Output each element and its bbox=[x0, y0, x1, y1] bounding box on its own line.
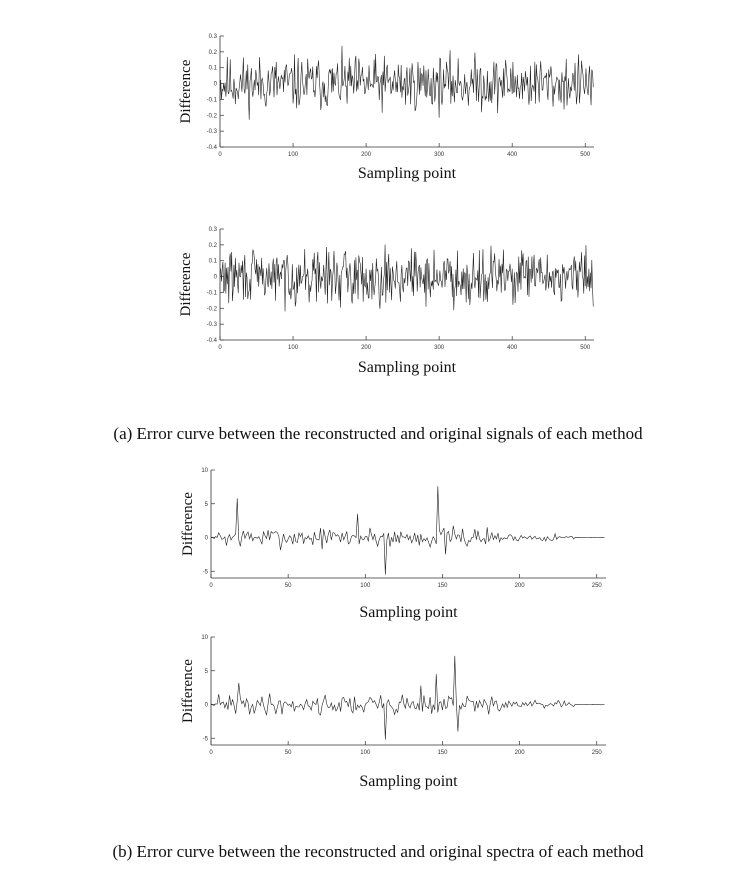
series-line bbox=[220, 244, 593, 311]
y-tick-label: 0.1 bbox=[208, 258, 217, 265]
x-tick-label: 300 bbox=[434, 345, 445, 351]
y-tick-label: -0.3 bbox=[206, 129, 217, 136]
caption-b: (b) Error curve between the reconstructed and original spectra of each method bbox=[112, 842, 644, 861]
y-axis-title: Difference bbox=[178, 59, 194, 124]
x-tick-label: 0 bbox=[218, 345, 222, 351]
x-tick-label: 150 bbox=[437, 583, 448, 589]
x-axis-title: Sampling point bbox=[359, 773, 458, 790]
caption-a: (a) Error curve between the reconstructed and original signals of each method bbox=[113, 424, 643, 443]
x-axis-title: Sampling point bbox=[357, 165, 457, 182]
y-tick-label: -5 bbox=[202, 569, 208, 576]
x-tick-label: 50 bbox=[284, 750, 292, 756]
x-tick-label: 300 bbox=[434, 152, 445, 158]
y-tick-label: 0.3 bbox=[208, 227, 217, 233]
y-tick-label: -0.4 bbox=[206, 145, 217, 151]
x-tick-label: 100 bbox=[288, 345, 299, 351]
y-tick-label: 0.3 bbox=[208, 34, 217, 40]
y-tick-label: 0 bbox=[213, 274, 217, 281]
x-tick-label: 250 bbox=[591, 583, 602, 589]
y-axis-title: Difference bbox=[180, 659, 196, 723]
x-tick-label: 0 bbox=[218, 152, 222, 158]
y-axis-title: Difference bbox=[180, 492, 196, 556]
x-axis-title: Sampling point bbox=[357, 359, 457, 376]
y-tick-label: 5 bbox=[204, 668, 208, 675]
y-tick-label: -5 bbox=[202, 736, 208, 743]
y-tick-label: 0.2 bbox=[208, 49, 217, 56]
x-tick-label: 200 bbox=[361, 345, 372, 351]
series-line bbox=[211, 656, 604, 740]
y-tick-label: 0 bbox=[213, 81, 217, 88]
x-tick-label: 500 bbox=[580, 152, 591, 158]
x-tick-label: 200 bbox=[514, 583, 525, 589]
x-tick-label: 0 bbox=[209, 750, 213, 756]
x-tick-label: 400 bbox=[507, 345, 518, 351]
y-tick-label: -0.3 bbox=[206, 322, 217, 329]
x-tick-label: 400 bbox=[507, 152, 518, 158]
y-tick-label: 5 bbox=[204, 501, 208, 508]
y-axis-title: Difference bbox=[178, 252, 194, 317]
y-tick-label: -0.2 bbox=[206, 306, 217, 313]
series-line bbox=[220, 46, 593, 120]
x-tick-label: 150 bbox=[437, 750, 448, 756]
series-line bbox=[211, 486, 604, 574]
y-tick-label: -0.1 bbox=[206, 290, 217, 297]
y-tick-label: -0.1 bbox=[206, 97, 217, 104]
x-tick-label: 100 bbox=[360, 583, 371, 589]
x-tick-label: 200 bbox=[514, 750, 525, 756]
x-tick-label: 200 bbox=[361, 152, 372, 158]
x-tick-label: 500 bbox=[580, 345, 591, 351]
y-tick-label: -0.4 bbox=[206, 338, 217, 344]
x-tick-label: 250 bbox=[591, 750, 602, 756]
x-tick-label: 50 bbox=[284, 583, 292, 589]
x-axis-title: Sampling point bbox=[359, 604, 458, 621]
x-tick-label: 100 bbox=[288, 152, 299, 158]
y-tick-label: -0.2 bbox=[206, 113, 217, 120]
x-tick-label: 100 bbox=[360, 750, 371, 756]
y-tick-label: 10 bbox=[201, 468, 208, 474]
y-tick-label: 0 bbox=[204, 702, 208, 709]
x-tick-label: 0 bbox=[209, 583, 213, 589]
y-tick-label: 0.2 bbox=[208, 242, 217, 249]
y-tick-label: 0.1 bbox=[208, 65, 217, 72]
y-tick-label: 0 bbox=[204, 535, 208, 542]
y-tick-label: 10 bbox=[201, 635, 208, 641]
